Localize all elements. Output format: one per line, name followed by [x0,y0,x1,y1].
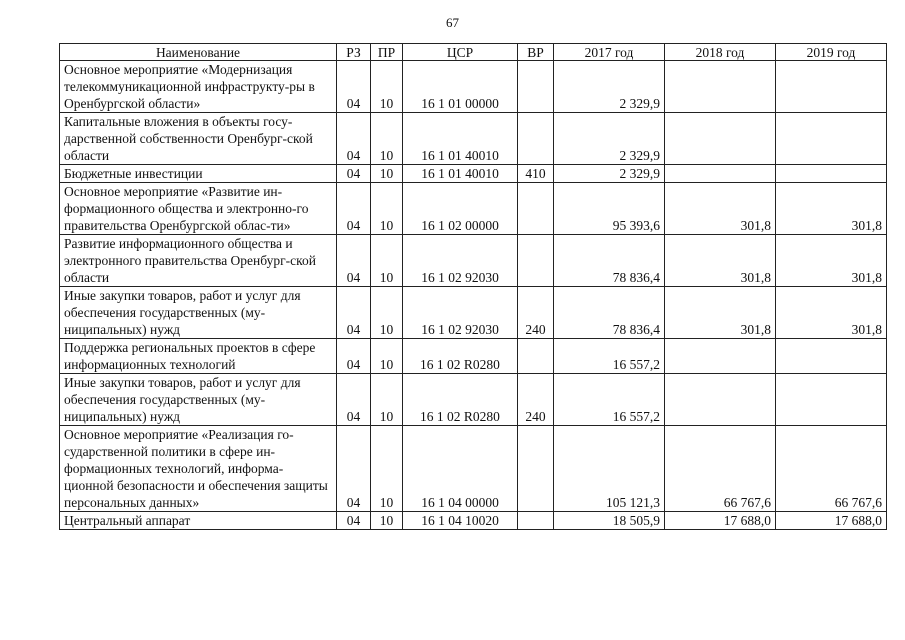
row-csr: 16 1 04 00000 [403,426,518,512]
table-row [60,183,887,235]
row-2019 [776,113,887,165]
row-csr: 16 1 02 92030 [403,287,518,339]
header-pr: ПР [371,44,403,61]
row-2019 [776,374,887,426]
page-number: 67 [446,15,459,30]
row-2017: 78 836,4 [554,235,665,287]
row-vr [518,339,554,374]
table-row [60,235,887,287]
row-2018: 301,8 [665,235,776,287]
row-rz: 04 [337,512,371,530]
row-rz: 04 [337,235,371,287]
row-name: Капитальные вложения в объекты госу-дарственной собственности Оренбург-ской области [60,113,337,165]
row-2017: 16 557,2 [554,339,665,374]
row-rz: 04 [337,113,371,165]
row-rz: 04 [337,374,371,426]
row-2017: 2 329,9 [554,113,665,165]
row-name: Бюджетные инвестиции [60,165,337,183]
table-row [60,374,887,426]
row-name: Центральный аппарат [60,512,337,530]
row-2017: 2 329,9 [554,165,665,183]
header-2017: 2017 год [554,44,665,61]
row-2018 [665,165,776,183]
row-2018: 301,8 [665,183,776,235]
row-2017: 95 393,6 [554,183,665,235]
row-2019 [776,339,887,374]
row-2019 [776,165,887,183]
table-row [60,165,887,183]
row-name: Основное мероприятие «Модернизация телекоммуникационной инфраструкту-ры в Оренбургской области» [60,61,337,113]
row-vr [518,113,554,165]
row-rz: 04 [337,287,371,339]
row-2017: 78 836,4 [554,287,665,339]
row-csr: 16 1 02 92030 [403,235,518,287]
row-2019: 301,8 [776,235,887,287]
row-2018: 66 767,6 [665,426,776,512]
row-2019: 301,8 [776,183,887,235]
table-row [60,512,887,530]
row-rz: 04 [337,61,371,113]
row-2017: 105 121,3 [554,426,665,512]
header-csr: ЦСР [403,44,518,61]
table-row [60,287,887,339]
row-name: Основное мероприятие «Развитие ин-формационного общества и электронно-го правительства Оренбургской облас-ти» [60,183,337,235]
row-name: Поддержка региональных проектов в сфере информационных технологий [60,339,337,374]
row-pr: 10 [371,61,403,113]
row-2017: 18 505,9 [554,512,665,530]
row-2019: 17 688,0 [776,512,887,530]
header-name: Наименование [60,44,337,61]
row-vr [518,426,554,512]
row-2018 [665,61,776,113]
row-csr: 16 1 02 R0280 [403,339,518,374]
row-vr: 240 [518,287,554,339]
header-2018: 2018 год [665,44,776,61]
row-2018 [665,113,776,165]
row-csr: 16 1 02 00000 [403,183,518,235]
row-vr [518,235,554,287]
row-2018 [665,374,776,426]
row-pr: 10 [371,165,403,183]
row-csr: 16 1 01 00000 [403,61,518,113]
row-name: Развитие информационного общества и электронного правительства Оренбург-ской области [60,235,337,287]
row-2017: 2 329,9 [554,61,665,113]
row-csr: 16 1 01 40010 [403,165,518,183]
row-rz: 04 [337,183,371,235]
table-row [60,113,887,165]
header-vr: ВР [518,44,554,61]
row-2019: 66 767,6 [776,426,887,512]
row-pr: 10 [371,287,403,339]
row-2019: 301,8 [776,287,887,339]
header-2019: 2019 год [776,44,887,61]
row-csr: 16 1 04 10020 [403,512,518,530]
row-pr: 10 [371,426,403,512]
row-vr [518,61,554,113]
row-pr: 10 [371,113,403,165]
row-pr: 10 [371,374,403,426]
row-csr: 16 1 02 R0280 [403,374,518,426]
row-vr: 410 [518,165,554,183]
row-csr: 16 1 01 40010 [403,113,518,165]
row-rz: 04 [337,339,371,374]
row-2018 [665,339,776,374]
row-vr: 240 [518,374,554,426]
row-rz: 04 [337,165,371,183]
row-pr: 10 [371,339,403,374]
row-pr: 10 [371,183,403,235]
row-2017: 16 557,2 [554,374,665,426]
row-vr [518,512,554,530]
row-2019 [776,61,887,113]
row-name: Иные закупки товаров, работ и услуг для обеспечения государственных (му-ниципальных) нужд [60,287,337,339]
table-row [60,61,887,113]
row-pr: 10 [371,512,403,530]
row-2018: 17 688,0 [665,512,776,530]
table-row [60,339,887,374]
header-row [60,44,887,61]
row-pr: 10 [371,235,403,287]
header-rz: РЗ [337,44,371,61]
table-row [60,426,887,512]
row-vr [518,183,554,235]
row-2018: 301,8 [665,287,776,339]
budget-table [59,43,887,530]
row-name: Основное мероприятие «Реализация го-сударственной политики в сфере ин-формационных технологий, информа-ционной безопасности и обеспечения защиты персональных данных» [60,426,337,512]
row-rz: 04 [337,426,371,512]
row-name: Иные закупки товаров, работ и услуг для обеспечения государственных (му-ниципальных) нужд [60,374,337,426]
